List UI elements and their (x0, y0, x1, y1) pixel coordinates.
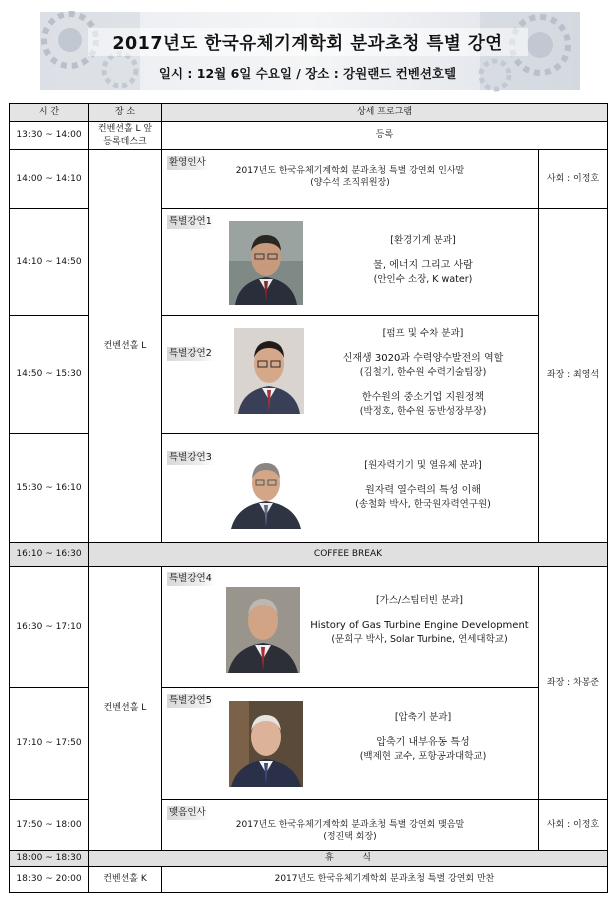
session-tag: 특별강연3 (167, 451, 215, 466)
lecture-speaker: (송철화 박사, 한국원자력연구원) (355, 498, 491, 510)
lecture-details (312, 234, 534, 288)
lecture-speaker: (김철기, 한수원 수력기술팀장) (359, 366, 487, 378)
session-tag: 특별강연1 (167, 215, 215, 230)
program-title: 2017년도 한국유체기계학회 분과초청 특별 강연회 맺음말 (235, 819, 465, 830)
event-date-venue: 일시 : 12월 6일 수요일 / 장소 : 강원랜드 컨벤션호텔 (158, 66, 457, 81)
lecture-title: 물, 에너지 그리고 사람 (373, 259, 473, 271)
program-cell (162, 434, 539, 543)
lecture-speaker: (문희구 박사, Solar Turbine, 연세대학교) (331, 633, 508, 645)
session-tag: 특별강연2 (167, 347, 215, 362)
speaker-photo (229, 701, 303, 787)
table-row (10, 543, 608, 567)
lecture-title-2: 한수원의 중소기업 지원정책 (361, 392, 485, 403)
chair-cell: 좌장 : 최영석 (539, 209, 608, 543)
break-cell: 휴 식 (89, 851, 608, 867)
host-cell: 사회 : 이정호 (539, 800, 608, 851)
time-cell: 14:00 ~ 14:10 (10, 150, 89, 209)
program-cell (162, 567, 539, 688)
lecture-category: [펌프 및 수차 분과] (382, 327, 464, 339)
program-cell (162, 150, 539, 209)
program-cell (162, 209, 539, 316)
session-tag: 환영인사 (167, 156, 209, 171)
lecture-category: [환경기계 분과] (390, 234, 456, 246)
place-cell: 컨벤션홀 K (89, 867, 162, 893)
lecture-title: 압축기 내부유동 특성 (376, 736, 470, 748)
table-row (10, 567, 608, 688)
time-cell: 15:30 ~ 16:10 (10, 434, 89, 543)
program-cell: 2017년도 한국유체기계학회 분과초청 특별 강연회 만찬 (162, 867, 608, 893)
time-cell: 18:30 ~ 20:00 (10, 867, 89, 893)
schedule-table (9, 103, 608, 893)
session-tag: 특별강연4 (167, 572, 215, 587)
time-cell: 16:30 ~ 17:10 (10, 567, 89, 688)
lecture-speaker-2: (박정호, 한수원 동반성장부장) (359, 406, 487, 417)
lecture-speaker: (안인수 소장, K water) (373, 273, 473, 285)
program-title: 2017년도 한국유체기계학회 분과초청 특별 강연회 인사말 (235, 165, 465, 176)
break-cell: COFFEE BREAK (89, 543, 608, 567)
table-header-row (10, 104, 608, 122)
lecture-category: [가스/스팀터빈 분과] (375, 594, 464, 606)
header-banner (0, 0, 615, 98)
table-row (10, 851, 608, 867)
time-cell: 14:50 ~ 15:30 (10, 316, 89, 434)
time-cell: 17:10 ~ 17:50 (10, 688, 89, 800)
lecture-title: 신재생 3020과 수력양수발전의 역할 (342, 352, 504, 364)
session-tag: 맺음인사 (167, 806, 209, 821)
table-row (10, 150, 608, 209)
program-speaker: (정진택 회장) (323, 831, 377, 842)
lecture-speaker: (백제현 교수, 포항공과대학교) (359, 750, 487, 762)
lecture-title: History of Gas Turbine Engine Development (310, 619, 529, 631)
speaker-photo (229, 221, 303, 305)
header-place: 장 소 (89, 104, 162, 122)
lecture-details (312, 327, 534, 420)
lecture-category: [원자력기기 및 열유체 분과] (364, 459, 482, 471)
table-row (10, 867, 608, 893)
program-cell (162, 688, 539, 800)
program-speaker: (양수석 조직위원장) (310, 177, 390, 188)
lecture-category: [압축기 분과] (394, 711, 452, 723)
host-cell: 사회 : 이정호 (539, 150, 608, 209)
header-program: 상세 프로그램 (162, 104, 608, 122)
table-row (10, 122, 608, 150)
lecture-title: 원자력 열수력의 특성 이해 (365, 484, 481, 496)
chair-cell: 좌장 : 차봉준 (539, 567, 608, 800)
page-title: 2017년도 한국유체기계학회 분과초청 특별 강연 (112, 34, 503, 54)
time-cell: 14:10 ~ 14:50 (10, 209, 89, 316)
session-tag: 특별강연5 (167, 694, 215, 709)
program-cell: 등록 (162, 122, 608, 150)
lecture-details (312, 711, 534, 765)
place-cell: 컨벤션홀 L (89, 567, 162, 851)
place-cell (89, 122, 162, 150)
time-cell: 18:00 ~ 18:30 (10, 851, 89, 867)
time-cell: 17:50 ~ 18:00 (10, 800, 89, 851)
time-cell: 16:10 ~ 16:30 (10, 543, 89, 567)
program-cell (162, 800, 539, 851)
speaker-photo (226, 587, 300, 673)
time-cell: 13:30 ~ 14:00 (10, 122, 89, 150)
program-cell (162, 316, 539, 434)
place-line: 컨벤션홀 L 앞 (97, 124, 153, 135)
header-time: 시 간 (10, 104, 89, 122)
speaker-photo (229, 457, 303, 529)
lecture-details (305, 594, 534, 648)
speaker-photo (234, 328, 304, 414)
place-line: 등록데스크 (103, 136, 147, 147)
lecture-details (312, 459, 534, 513)
place-cell: 컨벤션홀 L (89, 150, 162, 543)
